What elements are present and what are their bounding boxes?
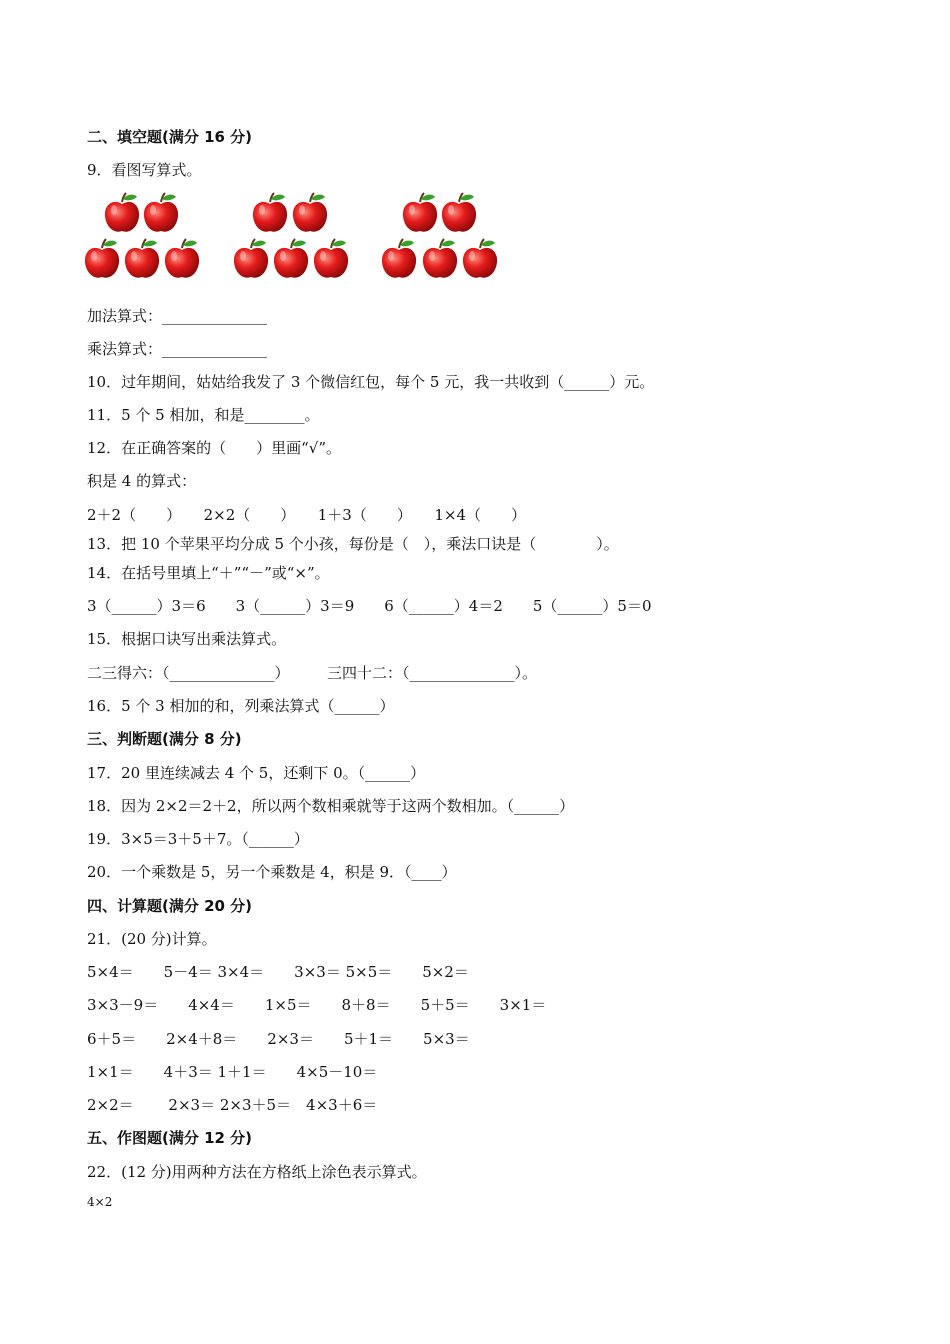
- question-12-subtitle: 积是 4 的算式：: [87, 472, 197, 490]
- apple-icon: [84, 238, 120, 280]
- question-16: 16．5 个 3 相加的和，列乘法算式（______）: [87, 697, 395, 715]
- calc-row: 3×3－9＝ 4×4＝ 1×5＝ 8＋8＝ 5＋5＝ 3×1＝: [87, 996, 547, 1014]
- question-15-items: 二三得六：（______________） 三四十二：（______________）。: [87, 664, 538, 682]
- apple-icon: [252, 192, 288, 234]
- apple-icon: [104, 192, 140, 234]
- question-21: 21．(20 分)计算。: [87, 930, 217, 948]
- question-22-expression: 4×2: [87, 1195, 113, 1209]
- question-20: 20．一个乘数是 5，另一个乘数是 4，积是 9．（____）: [87, 863, 457, 881]
- apple-icon: [313, 238, 349, 280]
- question-10: 10．过年期间，姑姑给我发了 3 个微信红包，每个 5 元，我一共收到（______）元。: [87, 373, 655, 391]
- question-9-addition-line: 加法算式：______________: [87, 307, 268, 325]
- question-9: 9．看图写算式。: [87, 161, 202, 179]
- question-12: 12．在正确答案的（ ）里画“√”。: [87, 439, 341, 457]
- apple-groups-figure: [84, 190, 504, 285]
- question-15: 15．根据口诀写出乘法算式。: [87, 630, 287, 648]
- apple-icon: [143, 192, 179, 234]
- question-19: 19．3×5＝3＋5＋7。（______）: [87, 830, 309, 848]
- apple-icon: [164, 238, 200, 280]
- apple-icon: [402, 192, 438, 234]
- question-14-items: 3（______）3＝6 3（______）3＝9 6（______）4＝2 5（______）5＝0: [87, 597, 652, 615]
- apple-icon: [233, 238, 269, 280]
- question-12-options: 2＋2（ ） 2×2（ ） 1＋3（ ） 1×4（ ）: [87, 506, 526, 524]
- question-18: 18．因为 2×2＝2＋2，所以两个数相乘就等于这两个数相加。（______）: [87, 797, 575, 815]
- calc-row: 5×4＝ 5－4＝ 3×4＝ 3×3＝ 5×5＝ 5×2＝: [87, 963, 469, 981]
- apple-icon: [441, 192, 477, 234]
- question-9-multiplication-line: 乘法算式：______________: [87, 340, 268, 358]
- apple-icon: [292, 192, 328, 234]
- apple-icon: [124, 238, 160, 280]
- question-22: 22．(12 分)用两种方法在方格纸上涂色表示算式。: [87, 1163, 427, 1181]
- question-13: 13．把 10 个苹果平均分成 5 个小孩，每份是（ ），乘法口诀是（ ）。: [87, 535, 619, 553]
- calc-row: 2×2＝ 2×3＝ 2×3＋5＝ 4×3＋6＝: [87, 1096, 378, 1114]
- apple-icon: [273, 238, 309, 280]
- question-14: 14．在括号里填上“＋”“－”或“×”。: [87, 564, 330, 582]
- apple-icon: [422, 238, 458, 280]
- section-heading-calc: 四、计算题(满分 20 分): [87, 897, 253, 915]
- question-17: 17．20 里连续减去 4 个 5，还剩下 0。（______）: [87, 764, 426, 782]
- section-heading-fill-in: 二、填空题(满分 16 分): [87, 128, 253, 146]
- section-heading-draw: 五、作图题(满分 12 分): [87, 1129, 253, 1147]
- section-heading-judge: 三、判断题(满分 8 分): [87, 730, 242, 748]
- calc-row: 1×1＝ 4＋3＝ 1＋1＝ 4×5－10＝: [87, 1063, 378, 1081]
- apple-icon: [381, 238, 417, 280]
- question-11: 11．5 个 5 相加，和是________。: [87, 406, 320, 424]
- calc-row: 6＋5＝ 2×4＋8＝ 2×3＝ 5＋1＝ 5×3＝: [87, 1030, 470, 1048]
- apple-icon: [462, 238, 498, 280]
